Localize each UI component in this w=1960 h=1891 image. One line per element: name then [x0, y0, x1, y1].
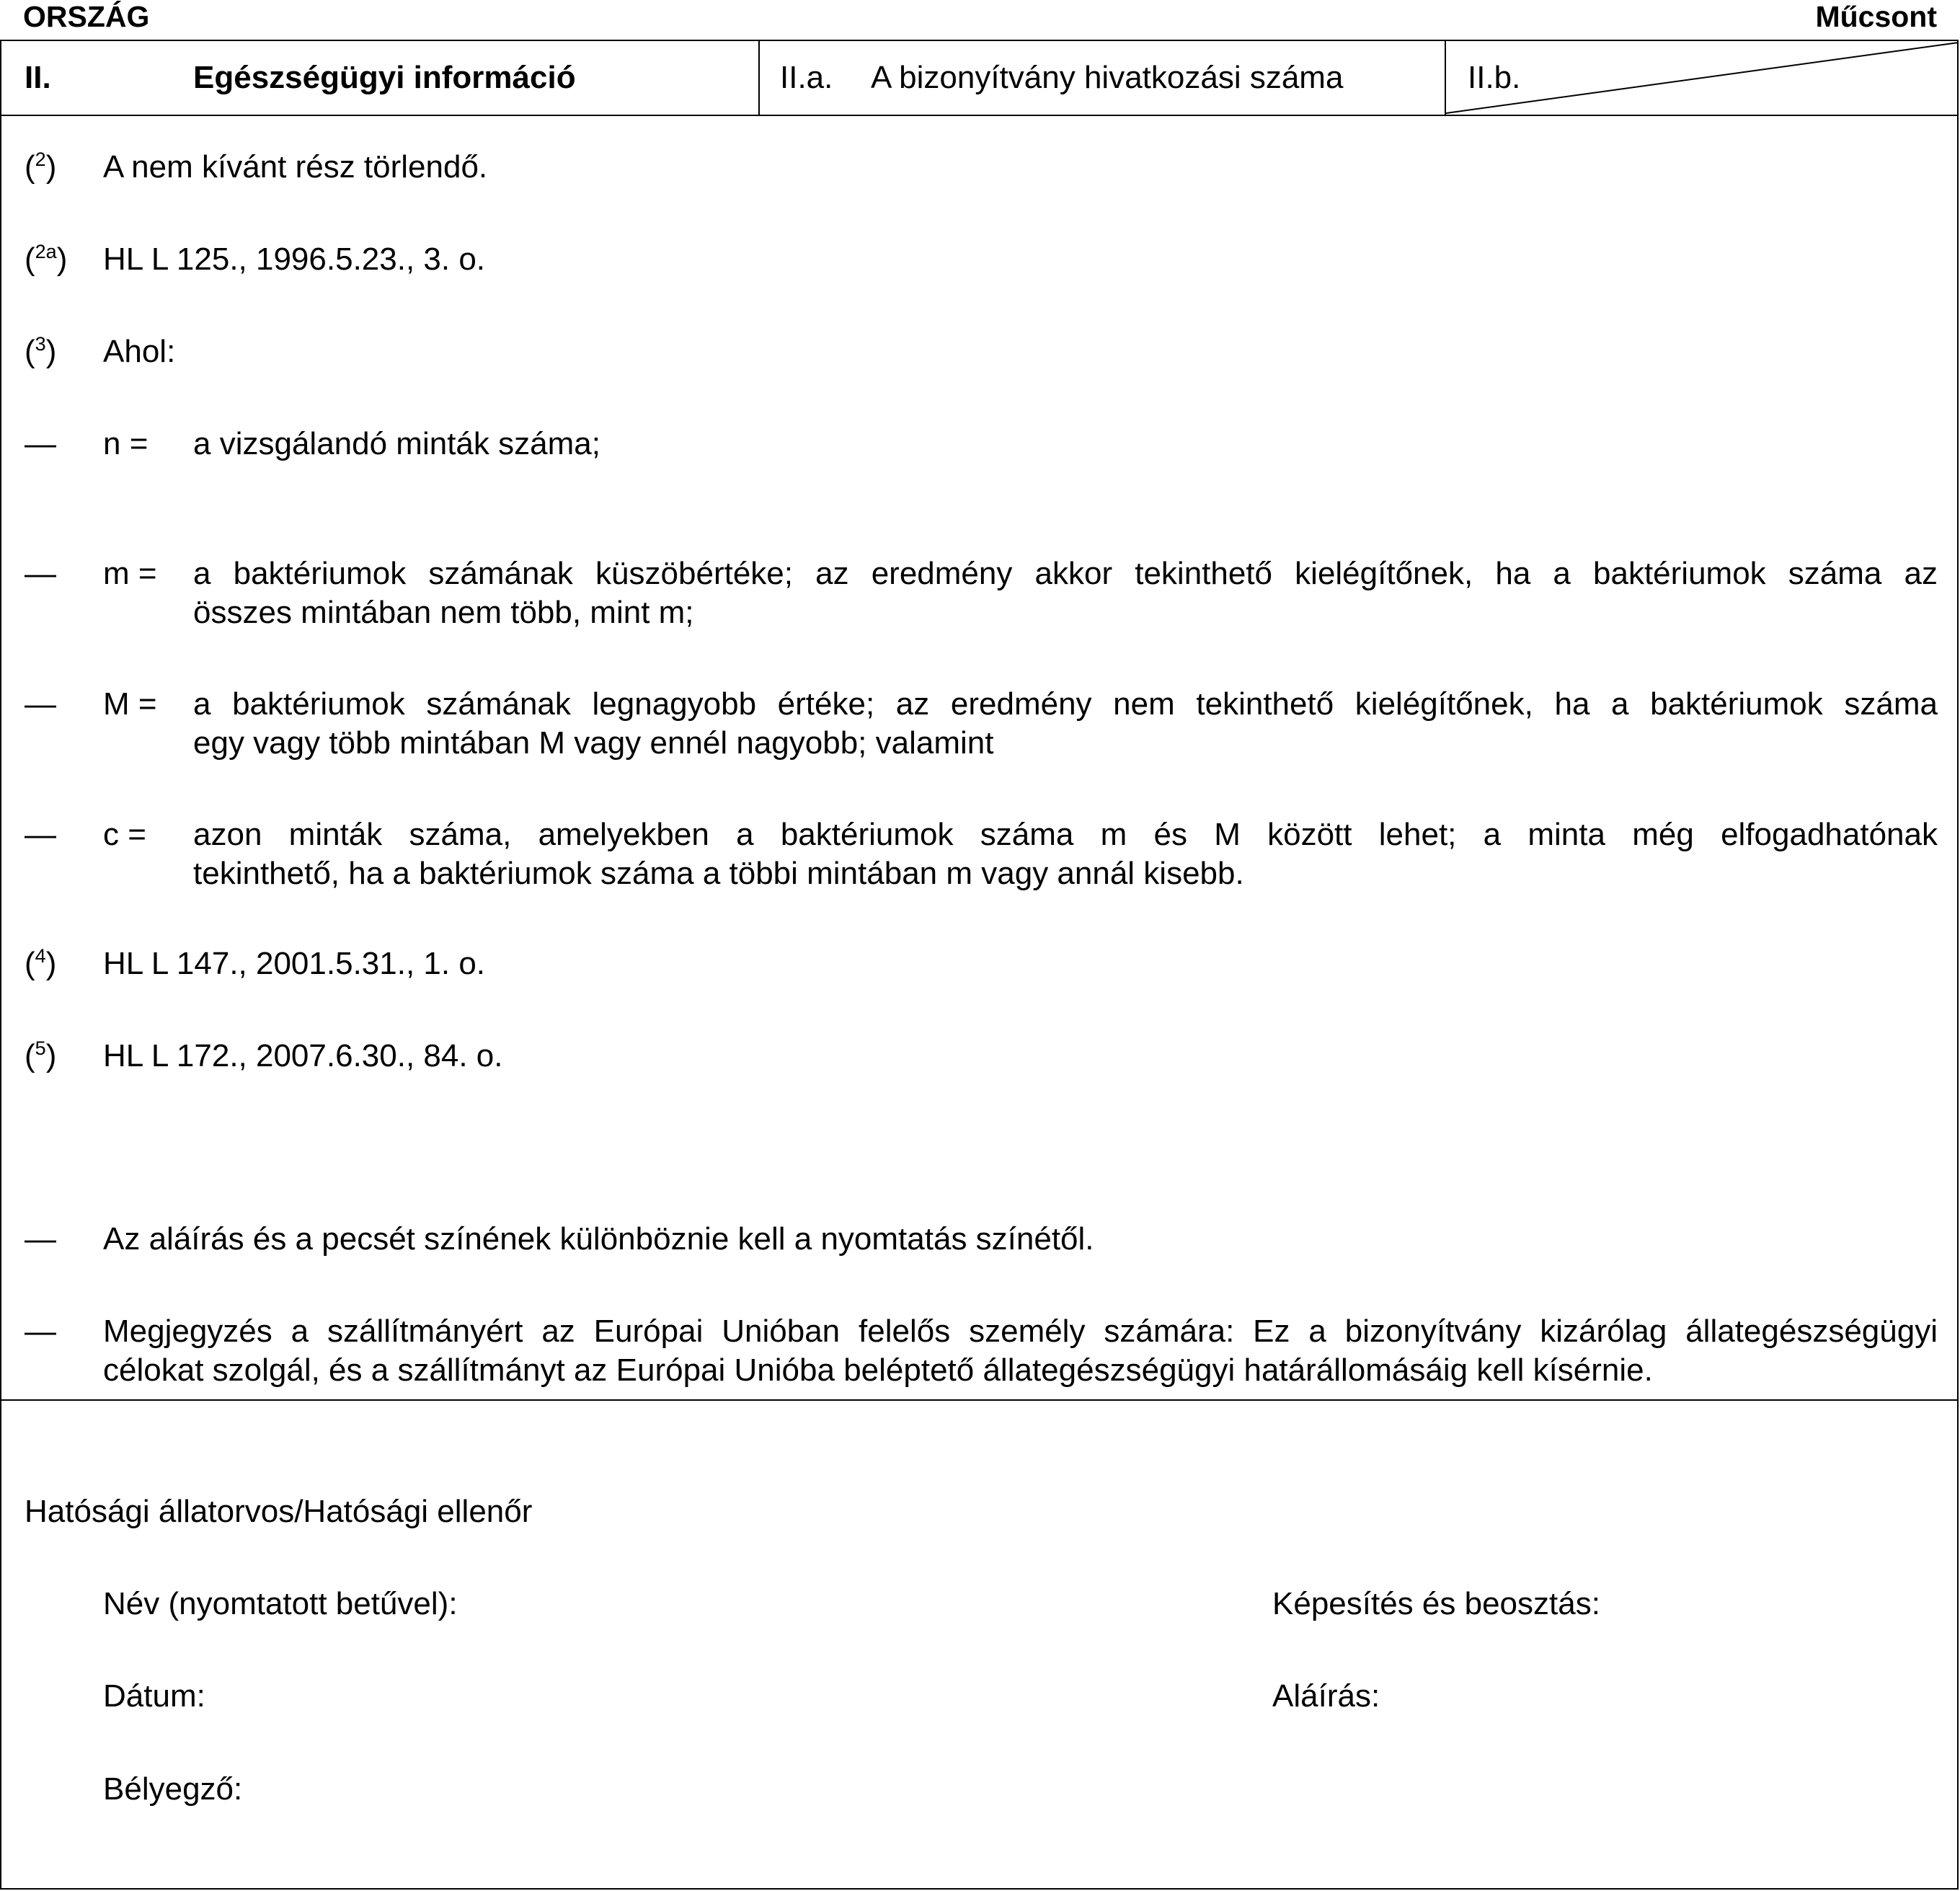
footnote-text: Ahol:	[103, 334, 176, 369]
dash-bullet: —	[25, 426, 56, 461]
dash-bullet: —	[25, 556, 56, 591]
definition-text: a baktériumok számának küszöbértéke; az eredmény akkor tekinthető kielégítőnek, ha a baktériumok száma az összes mintában nem több, mint m;	[193, 556, 1938, 630]
qualification-field-label: Képesítés és beosztás:	[1272, 1586, 1600, 1621]
definition-label: n =	[103, 426, 148, 461]
country-label: ORSZÁG	[23, 0, 150, 33]
reference-label: A bizonyítvány hivatkozási száma	[871, 60, 1344, 95]
reference-code: II.a.	[780, 60, 833, 95]
header-reference-cell	[760, 41, 1446, 115]
dash-bullet: —	[25, 686, 56, 722]
footnote-text: HL L 147., 2001.5.31., 1. o.	[103, 946, 486, 981]
signature-field-label: Aláírás:	[1272, 1678, 1380, 1714]
dash-bullet: —	[25, 1221, 56, 1257]
official-title: Hatósági állatorvos/Hatósági ellenőr	[25, 1494, 533, 1529]
definition-text: azon minták száma, amelyekben a baktériumok száma m és M között lehet; a minta még elfogadhatónak tekinthető, ha a baktériumok száma a többi mintában m vagy annál kisebb.	[193, 817, 1938, 891]
diagonal-strike-line	[1446, 41, 1959, 115]
note-text: Az aláírás és a pecsét színének különböznie kell a nyomtatás színétől.	[103, 1221, 1094, 1257]
note-text: Megjegyzés a szállítmányért az Európai Unióban felelős személy számára: Ez a bizonyítvány kizárólag állategészségügyi célokat szolgál, és a szállítmányt az Európai Unióba beléptető állategészségügyi határállomásáig kell kísérnie.	[103, 1314, 1938, 1388]
iib-code: II.b.	[1468, 60, 1521, 95]
footnote-marker: ($^5$)	[25, 1037, 57, 1073]
footnote-marker: ($^3$)	[25, 333, 57, 369]
definition-label: m =	[103, 556, 157, 591]
footnote-marker: ($^4$)	[25, 945, 57, 981]
footnote-text: HL L 125., 1996.5.23., 3. o.	[103, 242, 486, 277]
commodity-label: Műcsont	[1815, 0, 1937, 33]
header-section-cell	[1, 41, 760, 115]
definition-label: M =	[103, 686, 157, 722]
footnote-marker: ($^{2a}$)	[25, 241, 68, 277]
definition-label: c =	[103, 817, 146, 852]
section-number: II.	[25, 60, 51, 95]
name-field-label: Név (nyomtatott betűvel):	[103, 1586, 458, 1621]
section-title: Egészségügyi információ	[193, 60, 576, 95]
date-field-label: Dátum:	[103, 1678, 205, 1714]
header-row	[1, 41, 1957, 116]
certificate-frame	[0, 40, 1959, 1890]
definition-text: a baktériumok számának legnagyobb értéke; az eredmény nem tekinthető kielégítőnek, ha a baktériumok száma egy vagy több mintában M vagy ennél nagyobb; valamint	[193, 686, 1938, 761]
header-iib-cell	[1446, 41, 1959, 115]
definition-text: a vizsgálandó minták száma;	[193, 426, 600, 461]
footnote-marker: ($^2$)	[25, 149, 57, 185]
dash-bullet: —	[25, 1314, 56, 1349]
section-divider	[1, 1399, 1957, 1401]
stamp-field-label: Bélyegző:	[103, 1771, 243, 1807]
footnote-text: HL L 172., 2007.6.30., 84. o.	[103, 1038, 503, 1073]
dash-bullet: —	[25, 817, 56, 852]
footnote-text: A nem kívánt rész törlendő.	[103, 149, 488, 185]
